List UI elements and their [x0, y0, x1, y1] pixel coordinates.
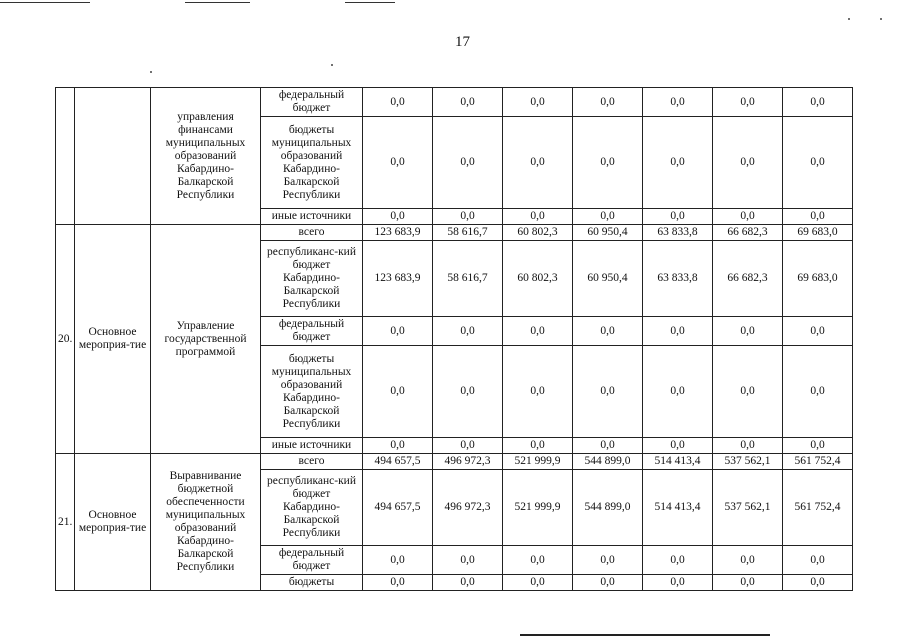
value-cell: 0,0	[503, 575, 573, 591]
scan-speck	[331, 64, 333, 66]
value-cell: 0,0	[783, 346, 853, 438]
value-cell: 0,0	[713, 575, 783, 591]
value-cell: 0,0	[433, 317, 503, 346]
value-cell: 561 752,4	[783, 454, 853, 470]
value-cell: 0,0	[433, 346, 503, 438]
value-cell: 60 950,4	[573, 225, 643, 241]
value-cell: 544 899,0	[573, 454, 643, 470]
value-cell: 0,0	[363, 317, 433, 346]
value-cell: 0,0	[363, 117, 433, 209]
value-cell: 0,0	[573, 438, 643, 454]
value-cell: 66 682,3	[713, 241, 783, 317]
value-cell: 0,0	[573, 575, 643, 591]
value-cell: 60 950,4	[573, 241, 643, 317]
value-cell: 496 972,3	[433, 470, 503, 546]
value-cell: 514 413,4	[643, 470, 713, 546]
top-rule-3	[345, 2, 395, 3]
value-cell: 514 413,4	[643, 454, 713, 470]
value-cell: 0,0	[573, 117, 643, 209]
value-cell: 496 972,3	[433, 454, 503, 470]
value-cell: 494 657,5	[363, 470, 433, 546]
value-cell: 0,0	[643, 438, 713, 454]
value-cell: 60 802,3	[503, 241, 573, 317]
value-cell: 0,0	[643, 317, 713, 346]
value-cell: 69 683,0	[783, 241, 853, 317]
funding-source-cell: иные источники	[261, 438, 363, 454]
funding-source-cell: республиканс-кий бюджет Кабардино-Балкарской Республики	[261, 470, 363, 546]
value-cell: 0,0	[573, 317, 643, 346]
value-cell: 0,0	[643, 546, 713, 575]
value-cell: 0,0	[433, 546, 503, 575]
value-cell: 544 899,0	[573, 470, 643, 546]
value-cell: 0,0	[363, 346, 433, 438]
page-number: 17	[455, 34, 470, 50]
value-cell: 0,0	[573, 88, 643, 117]
value-cell: 537 562,1	[713, 470, 783, 546]
funding-source-cell: республиканс-кий бюджет Кабардино-Балкарской Республики	[261, 241, 363, 317]
value-cell: 0,0	[363, 546, 433, 575]
value-cell: 0,0	[713, 317, 783, 346]
value-cell: 0,0	[643, 575, 713, 591]
value-cell: 58 616,7	[433, 225, 503, 241]
funding-source-cell: федеральный бюджет	[261, 317, 363, 346]
value-cell: 0,0	[573, 346, 643, 438]
funding-source-cell: бюджеты муниципальных образований Кабардино-Балкарской Республики	[261, 117, 363, 209]
value-cell: 0,0	[643, 346, 713, 438]
value-cell: 0,0	[363, 88, 433, 117]
value-cell: 69 683,0	[783, 225, 853, 241]
value-cell: 0,0	[503, 117, 573, 209]
value-cell: 123 683,9	[363, 241, 433, 317]
value-cell: 0,0	[713, 346, 783, 438]
value-cell: 0,0	[503, 546, 573, 575]
value-cell: 0,0	[503, 209, 573, 225]
funding-source-cell: федеральный бюджет	[261, 546, 363, 575]
value-cell: 63 833,8	[643, 225, 713, 241]
funding-source-cell: всего	[261, 454, 363, 470]
activity-name-cell: Выравнивание бюджетной обеспеченности муниципальных образований Кабардино-Балкарской Республики	[151, 454, 261, 591]
funding-source-cell: всего	[261, 225, 363, 241]
value-cell: 0,0	[713, 438, 783, 454]
value-cell: 0,0	[363, 209, 433, 225]
value-cell: 0,0	[363, 575, 433, 591]
value-cell: 0,0	[713, 546, 783, 575]
value-cell: 0,0	[713, 117, 783, 209]
scan-speck	[150, 71, 152, 73]
table-row	[56, 225, 853, 241]
row-number-cell: 20.	[56, 225, 75, 454]
value-cell: 0,0	[783, 546, 853, 575]
value-cell: 0,0	[503, 88, 573, 117]
value-cell: 0,0	[363, 438, 433, 454]
top-rule-2	[185, 2, 250, 3]
value-cell: 521 999,9	[503, 454, 573, 470]
value-cell: 521 999,9	[503, 470, 573, 546]
value-cell: 561 752,4	[783, 470, 853, 546]
row-number-cell	[56, 88, 75, 225]
table-row	[56, 454, 853, 470]
value-cell: 0,0	[783, 575, 853, 591]
value-cell: 63 833,8	[643, 241, 713, 317]
scan-speck	[880, 18, 882, 20]
activity-type-cell: Основное мероприя-тие	[75, 454, 151, 591]
value-cell: 0,0	[783, 88, 853, 117]
scan-speck	[848, 18, 850, 20]
value-cell: 537 562,1	[713, 454, 783, 470]
funding-source-cell: бюджеты муниципальных образований Кабардино-Балкарской Республики	[261, 346, 363, 438]
value-cell: 0,0	[503, 317, 573, 346]
value-cell: 123 683,9	[363, 225, 433, 241]
value-cell: 0,0	[573, 546, 643, 575]
funding-source-cell: иные источники	[261, 209, 363, 225]
value-cell: 0,0	[433, 88, 503, 117]
bottom-rule	[520, 634, 770, 636]
value-cell: 0,0	[783, 317, 853, 346]
value-cell: 0,0	[503, 346, 573, 438]
value-cell: 0,0	[783, 209, 853, 225]
row-number-cell: 21.	[56, 454, 75, 591]
value-cell: 0,0	[573, 209, 643, 225]
value-cell: 58 616,7	[433, 241, 503, 317]
value-cell: 0,0	[643, 209, 713, 225]
value-cell: 0,0	[783, 438, 853, 454]
value-cell: 60 802,3	[503, 225, 573, 241]
value-cell: 0,0	[783, 117, 853, 209]
value-cell: 494 657,5	[363, 454, 433, 470]
value-cell: 0,0	[433, 575, 503, 591]
activity-type-cell	[75, 88, 151, 225]
activity-name-cell: управления финансами муниципальных образований Кабардино-Балкарской Республики	[151, 88, 261, 225]
budget-table	[55, 87, 853, 591]
value-cell: 0,0	[713, 209, 783, 225]
activity-name-cell: Управление государственной программой	[151, 225, 261, 454]
value-cell: 0,0	[433, 438, 503, 454]
value-cell: 0,0	[503, 438, 573, 454]
funding-source-cell: федеральный бюджет	[261, 88, 363, 117]
value-cell: 0,0	[433, 209, 503, 225]
value-cell: 66 682,3	[713, 225, 783, 241]
top-rule-1	[0, 2, 90, 3]
funding-source-cell: бюджеты	[261, 575, 363, 591]
table-row	[56, 88, 853, 117]
value-cell: 0,0	[713, 88, 783, 117]
value-cell: 0,0	[643, 117, 713, 209]
activity-type-cell: Основное мероприя-тие	[75, 225, 151, 454]
value-cell: 0,0	[433, 117, 503, 209]
value-cell: 0,0	[643, 88, 713, 117]
